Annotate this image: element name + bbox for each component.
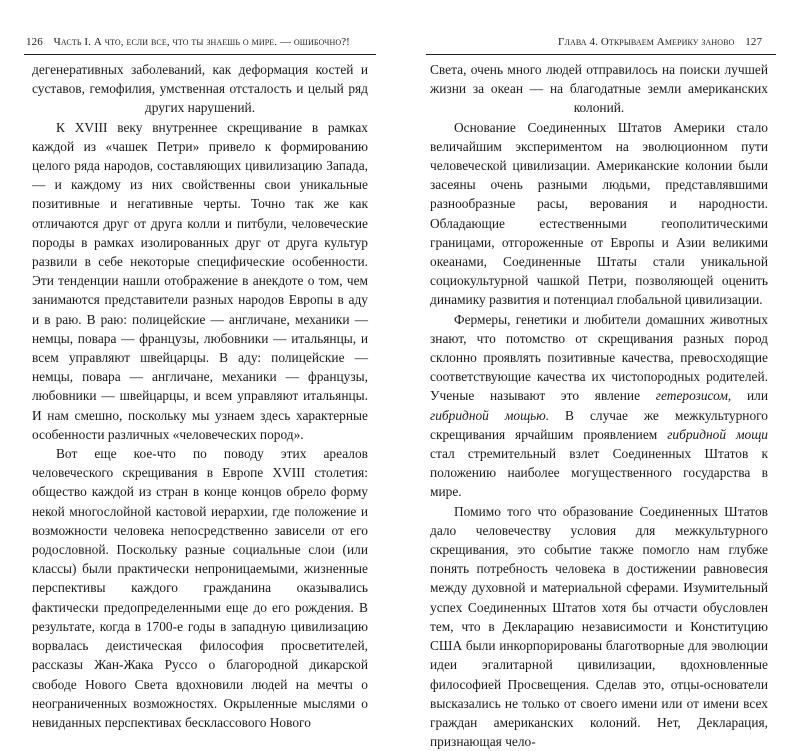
left-paragraph-1: дегенеративных заболеваний, как деформация костей и суставов, гемофилия, умственная отсталость и целый ряд других нарушений. <box>32 62 368 116</box>
left-paragraph-2: К XVIII веку внутреннее скрещивание в рамках каждой из «чашек Петри» привело к формированию целого ряда народов, составляющих цивилизацию Запада, — и каждому из них свойственны свои уникальные позитивные и негативные черты. Точно так же как отличаются друг от друга колли и питбули, человеческие породы в рамках изолированных друг от друга культур развили в себе некоторые специфические особенности. Эти тенденции нашли отображение в анекдоте о том, чем занимаются представители разных народов Европы в аду и в раю. В раю: полицейские — англичане, механики — немцы, повара — французы, любовники — итальянцы, и всем управляют швейцарцы. В аду: полицейские — немцы, повара — англичане, механики — французы, любовники — швейцарцы, и всем управляют итальянцы. И нам смешно, поскольку мы узнаем здесь характерные особенности различных «человеческих пород». <box>32 119 368 442</box>
left-header-rule <box>24 54 376 55</box>
left-page <box>0 0 400 730</box>
p3-text-a: Фермеры, генетики и любители домашних животных знают, что потомство от скрещивания разных пород склонно проявлять позитивные качества, превосходящие соответствующие качества их чистопородных родителей. Ученые называют это явление <box>430 311 768 404</box>
term-hybrid-vigor: гибридной мощью. <box>430 407 550 423</box>
right-running-header <box>558 36 762 48</box>
term-heterosis: гетерозисом <box>655 388 728 404</box>
term-hybrid-vigor-2: гибридной мощи <box>667 426 768 442</box>
right-paragraph-1: Света, очень много людей отправилось на поиски лучшей жизни за океан — на благодатные земли американских колоний. <box>430 62 768 116</box>
right-header-rule <box>426 54 776 55</box>
left-paragraph-3: Вот еще кое-что по поводу этих ареалов человеческого скрещивания в Европе XVIII столетия: общество каждой из стран в конце концов обрело форму некой многослойной кастовой иерархии, где положение и возможности человека непосредственно зависели от его родословной. Поскольку разные социальные слои (или классы) были практически непроницаемыми, жизненные перспективы каждого гражданина оказывались фактически предопределенными еще до его рождения. В результате, когда в 1700-е годы в западную цивилизацию ворвалась деистическая философия просветителей, рассказы Жан-Жака Руссо о благородной дикарской свободе Нового Света вдохновили людей на мечты о неограниченных возможностях. Окрыленные мыслями о невиданных перспективах бесклассового Нового <box>32 446 368 730</box>
p3-text-d: стал стремительный взлет Соединенных Штатов к положению наиболее могущественного государства в мире. <box>430 446 768 500</box>
left-running-header <box>26 36 350 48</box>
left-body-text <box>32 60 368 732</box>
right-paragraph-4: Помимо того что образование Соединенных Штатов дало человечеству условия для межкультурного скрещивания, это событие также помогло нам глубже понять потребность человека в достижении равновесия между духовной и материальной сферами. Изумительный успех Соединенных Штатов хотя бы отчасти обусловлен тем, что в Декларацию независимости и Конституцию США были инкорпорированы благотворные для эволюции идеи эгалитарной цивилизации, вдохновленные философией Просвещения. Сделав это, отцы-основатели высказались не только от своего имени или от имени всех граждан американских колоний. Нет, Декларация, признающая чело- <box>430 503 768 750</box>
p3-text-c: В случае же межкультурного скрещивания ярчайшим проявлением <box>430 407 768 442</box>
right-body-text <box>430 60 768 751</box>
right-paragraph-3 <box>430 310 768 502</box>
left-page-number: 126 <box>26 36 43 48</box>
right-page-number: 127 <box>745 36 763 48</box>
right-page <box>400 0 800 750</box>
left-running-head: Часть I. А что, если все, что ты знаешь о мире. — ошибочно?! <box>53 36 350 48</box>
right-paragraph-2: Основание Соединенных Штатов Америки стало величайшим экспериментом на эволюционном пути человеческой цивилизации. Американские колонии были засеяны очень разными людьми, представлявшими разнообразные расы, верования и народности. Обладающие естественными геополитическими границами, отгороженные от Европы и Азии великими океанами, Соединенные Штаты стали уникальной социокультурной чашкой Петри, позволяющей оценить динамику развития и потенциал глобальной цивилизации. <box>430 119 768 308</box>
right-running-head: Глава 4. Открываем Америку заново <box>558 36 735 48</box>
p3-text-b: , или <box>727 388 768 404</box>
